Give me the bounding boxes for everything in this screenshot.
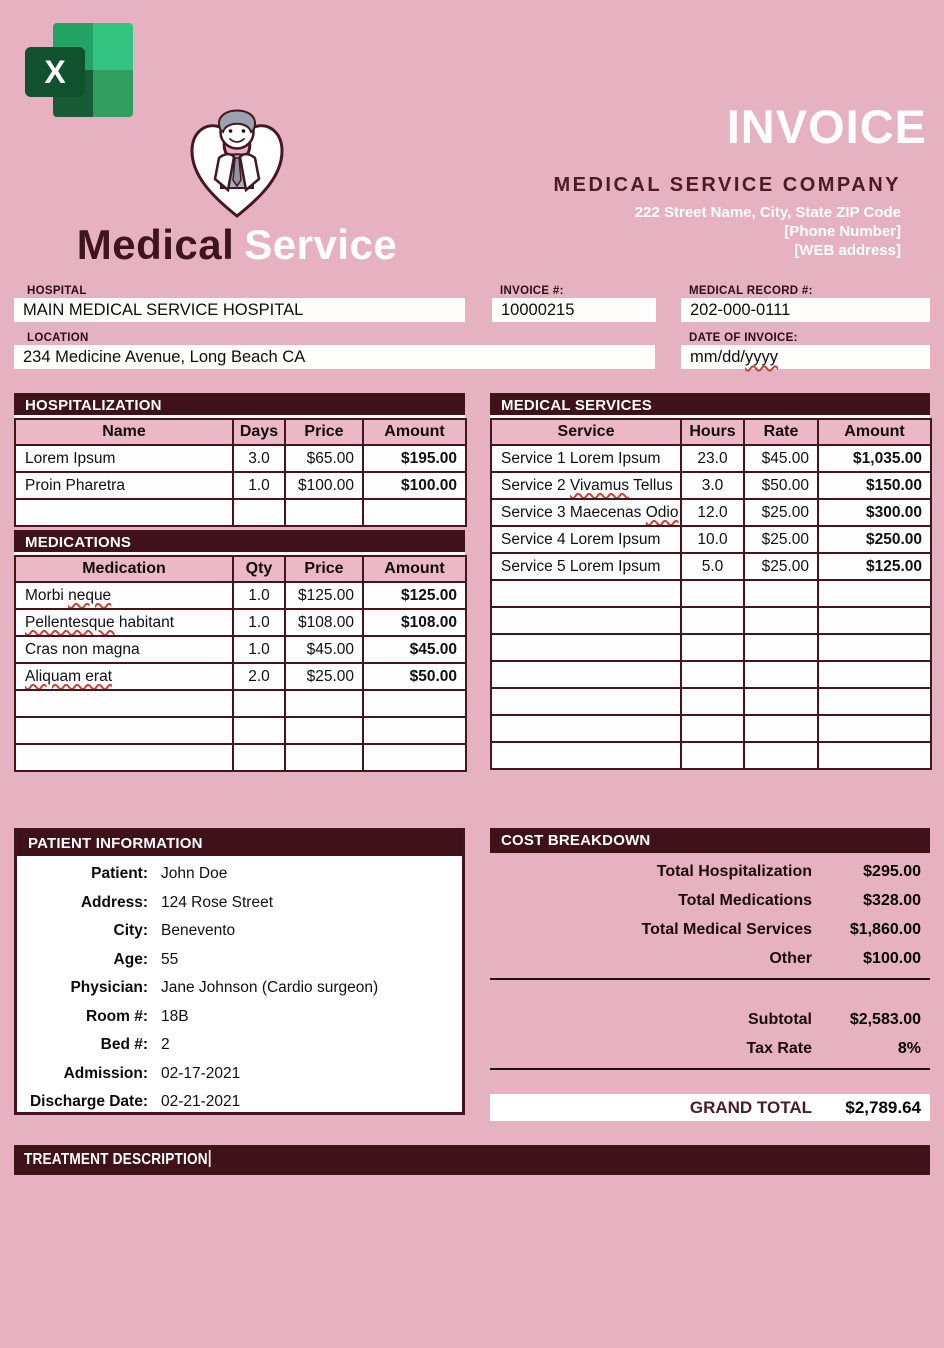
cost-row xyxy=(490,886,930,915)
col-header-service: Service xyxy=(491,419,681,445)
table-row-empty xyxy=(491,688,931,715)
cell-empty[interactable] xyxy=(285,690,363,717)
divider-line xyxy=(490,1068,930,1070)
date-text-misspelled: yyyy xyxy=(745,348,779,366)
cell-price[interactable]: $108.00 xyxy=(285,609,363,636)
table-header-row xyxy=(15,419,466,445)
row-value[interactable]: 02-21-2021 xyxy=(161,1093,241,1111)
cell-empty[interactable] xyxy=(744,607,818,634)
col-header-days: Days xyxy=(233,419,285,445)
medical-services-section xyxy=(490,393,930,770)
cell-name[interactable]: Lorem Ipsum xyxy=(15,445,233,472)
col-header-qty: Qty xyxy=(233,556,285,582)
cell-service[interactable] xyxy=(491,499,681,526)
row-label: Room #: xyxy=(86,1007,148,1025)
col-header-hours: Hours xyxy=(681,419,744,445)
row-value[interactable]: 18B xyxy=(161,1007,189,1025)
cell-amount[interactable]: $300.00 xyxy=(818,499,931,526)
cell-empty[interactable] xyxy=(285,744,363,771)
cost-row xyxy=(490,857,930,886)
treatment-description-title xyxy=(24,1145,210,1175)
medications-section-header: MEDICATIONS xyxy=(14,530,465,555)
patient-row xyxy=(17,1003,462,1032)
cell-empty[interactable] xyxy=(233,744,285,771)
subtotal-row xyxy=(490,1005,930,1034)
row-label: Bed #: xyxy=(100,1036,148,1054)
cell-name[interactable]: Proin Pharetra xyxy=(15,472,233,499)
text: Service 5 Lorem Ipsum xyxy=(501,557,661,575)
treatment-title-text: TREATMENT DESCRIPTION xyxy=(24,1151,208,1168)
cell-price[interactable]: $65.00 xyxy=(285,445,363,472)
patient-row xyxy=(17,860,462,889)
col-header-medication: Medication xyxy=(15,556,233,582)
cell-empty[interactable] xyxy=(818,580,931,607)
table-header-row xyxy=(15,556,466,582)
row-label: Admission: xyxy=(63,1064,148,1082)
cell-empty[interactable] xyxy=(744,580,818,607)
table-row xyxy=(15,609,466,636)
cell-empty[interactable] xyxy=(285,717,363,744)
table-row-empty xyxy=(491,742,931,769)
grand-total-label: GRAND TOTAL xyxy=(689,1097,812,1117)
cell-empty[interactable] xyxy=(233,717,285,744)
row-value[interactable]: 124 Rose Street xyxy=(161,893,274,911)
patient-row xyxy=(17,889,462,918)
cell-amount[interactable]: $150.00 xyxy=(818,472,931,499)
cell-rate[interactable]: $25.00 xyxy=(744,526,818,553)
row-label: Subtotal xyxy=(748,1010,812,1028)
cell-amount[interactable]: $125.00 xyxy=(363,582,466,609)
cell-empty[interactable] xyxy=(681,580,744,607)
hospitalization-table xyxy=(14,418,467,527)
cell-empty[interactable] xyxy=(744,715,818,742)
row-label: Tax Rate xyxy=(746,1039,812,1057)
text: Service 3 Maecenas xyxy=(501,503,646,521)
invoice-date-label: DATE OF INVOICE: xyxy=(689,332,798,344)
cell-amount[interactable]: $125.00 xyxy=(818,553,931,580)
row-label: Age: xyxy=(113,950,148,968)
cell-qty[interactable]: 1.0 xyxy=(233,582,285,609)
col-header-amount: Amount xyxy=(818,419,931,445)
cell-medication[interactable] xyxy=(15,609,233,636)
cell-amount[interactable]: $50.00 xyxy=(363,663,466,690)
text-misspelled: Odio xyxy=(645,503,679,521)
cell-empty[interactable] xyxy=(744,688,818,715)
cell-empty[interactable] xyxy=(285,499,363,526)
col-header-name: Name xyxy=(15,419,233,445)
divider-line xyxy=(490,978,930,980)
text: Service 4 Lorem Ipsum xyxy=(501,530,661,548)
cell-empty[interactable] xyxy=(491,715,681,742)
table-row xyxy=(491,445,931,472)
table-row-empty xyxy=(15,717,466,744)
col-header-price: Price xyxy=(285,419,363,445)
treatment-description-input[interactable] xyxy=(14,1145,930,1175)
excel-quadrant xyxy=(93,23,133,70)
cell-empty[interactable] xyxy=(744,634,818,661)
table-row xyxy=(491,526,931,553)
row-value: $100.00 xyxy=(863,949,921,967)
cell-medication[interactable] xyxy=(15,663,233,690)
company-phone-line: [Phone Number] xyxy=(784,223,901,240)
text-misspelled: Aliquam erat xyxy=(25,667,113,685)
cell-service[interactable] xyxy=(491,553,681,580)
table-row-empty xyxy=(491,715,931,742)
excel-x-letter: X xyxy=(25,47,85,97)
table-row xyxy=(491,472,931,499)
date-text: mm/dd/ xyxy=(690,348,746,366)
cell-empty[interactable] xyxy=(818,661,931,688)
brand-title-primary: Medical xyxy=(76,221,235,268)
cell-empty[interactable] xyxy=(233,499,285,526)
tax-rate-row xyxy=(490,1034,930,1063)
cell-price[interactable]: $100.00 xyxy=(285,472,363,499)
row-label: Total Medical Services xyxy=(641,920,812,938)
cell-price[interactable]: $45.00 xyxy=(285,636,363,663)
cell-empty[interactable] xyxy=(681,634,744,661)
table-row-empty xyxy=(491,607,931,634)
cell-empty[interactable] xyxy=(681,607,744,634)
cell-amount[interactable]: $1,035.00 xyxy=(818,445,931,472)
cell-empty[interactable] xyxy=(818,715,931,742)
cell-hours[interactable]: 10.0 xyxy=(681,526,744,553)
brand-title-secondary: Service xyxy=(244,221,398,268)
row-value[interactable]: 8% xyxy=(897,1039,921,1057)
cell-empty[interactable] xyxy=(818,634,931,661)
hospital-label: HOSPITAL xyxy=(27,285,87,297)
text-misspelled: neque xyxy=(68,586,112,604)
medical-record-label: MEDICAL RECORD #: xyxy=(689,285,813,297)
company-address-block xyxy=(635,203,901,260)
cell-rate[interactable]: $25.00 xyxy=(744,553,818,580)
text: Service 2 xyxy=(501,476,570,494)
cell-hours[interactable]: 5.0 xyxy=(681,553,744,580)
cell-empty[interactable] xyxy=(744,661,818,688)
row-value[interactable]: 02-17-2021 xyxy=(161,1064,241,1082)
company-address-line: 222 Street Name, City, State ZIP Code xyxy=(634,204,901,221)
table-row-empty xyxy=(491,661,931,688)
invoice-title: INVOICE xyxy=(726,100,927,153)
cell-price[interactable]: $25.00 xyxy=(285,663,363,690)
cell-empty[interactable] xyxy=(818,742,931,769)
cell-empty[interactable] xyxy=(744,742,818,769)
medical-services-section-header: MEDICAL SERVICES xyxy=(490,393,930,418)
medications-section xyxy=(14,530,465,772)
cost-breakdown-header: COST BREAKDOWN xyxy=(490,828,930,853)
text-misspelled: Vivamus xyxy=(569,476,630,494)
invoice-number-label: INVOICE #: xyxy=(500,285,564,297)
cell-medication[interactable] xyxy=(15,582,233,609)
cell-empty[interactable] xyxy=(491,688,681,715)
table-row-empty xyxy=(15,744,466,771)
left-tables-column xyxy=(14,393,465,772)
cell-empty[interactable] xyxy=(15,690,233,717)
cost-rows xyxy=(490,853,930,973)
company-name: MEDICAL SERVICE COMPANY xyxy=(553,174,901,196)
table-row xyxy=(15,445,466,472)
row-value[interactable]: 2 xyxy=(161,1036,170,1054)
text: Morbi xyxy=(25,586,69,604)
cell-service[interactable] xyxy=(491,472,681,499)
cost-row xyxy=(490,915,930,944)
cell-price[interactable]: $125.00 xyxy=(285,582,363,609)
patient-row xyxy=(17,974,462,1003)
patient-information-header: PATIENT INFORMATION xyxy=(17,831,462,856)
cell-empty[interactable] xyxy=(681,742,744,769)
cell-empty[interactable] xyxy=(818,688,931,715)
patient-rows xyxy=(17,856,462,1117)
grand-total-bar xyxy=(490,1094,930,1121)
col-header-rate: Rate xyxy=(744,419,818,445)
patient-information-section xyxy=(14,828,465,1115)
cell-empty[interactable] xyxy=(15,744,233,771)
text: Service 1 Lorem Ipsum xyxy=(501,449,661,467)
table-row xyxy=(15,663,466,690)
patient-row xyxy=(17,1060,462,1089)
table-row-empty xyxy=(15,690,466,717)
cell-amount[interactable]: $195.00 xyxy=(363,445,466,472)
cell-hours[interactable]: 23.0 xyxy=(681,445,744,472)
row-value: $1,860.00 xyxy=(849,920,921,938)
cell-qty[interactable]: 1.0 xyxy=(233,636,285,663)
hospital-input[interactable]: MAIN MEDICAL SERVICE HOSPITAL xyxy=(14,298,465,322)
cell-qty[interactable]: 1.0 xyxy=(233,609,285,636)
hospitalization-section-header: HOSPITALIZATION xyxy=(14,393,465,418)
row-label: Other xyxy=(769,949,812,967)
cell-hours[interactable]: 12.0 xyxy=(681,499,744,526)
row-value: $328.00 xyxy=(863,891,921,909)
cell-empty[interactable] xyxy=(491,742,681,769)
cell-empty[interactable] xyxy=(491,634,681,661)
cell-service[interactable] xyxy=(491,526,681,553)
table-row-empty xyxy=(15,499,466,526)
medications-table xyxy=(14,555,467,772)
col-header-price: Price xyxy=(285,556,363,582)
row-label: Total Hospitalization xyxy=(656,862,812,880)
patient-row xyxy=(17,917,462,946)
col-header-amount: Amount xyxy=(363,556,466,582)
row-label: Patient: xyxy=(91,865,148,883)
cell-rate[interactable]: $45.00 xyxy=(744,445,818,472)
text: habitant xyxy=(114,613,175,631)
cell-amount[interactable]: $108.00 xyxy=(363,609,466,636)
cell-empty[interactable] xyxy=(363,717,466,744)
cell-empty[interactable] xyxy=(233,690,285,717)
company-web-line: [WEB address] xyxy=(794,242,901,259)
row-label: Discharge Date: xyxy=(29,1093,148,1111)
cell-qty[interactable]: 2.0 xyxy=(233,663,285,690)
cell-empty[interactable] xyxy=(818,607,931,634)
patient-row xyxy=(17,946,462,975)
cell-empty[interactable] xyxy=(681,661,744,688)
cell-medication[interactable] xyxy=(15,636,233,663)
cell-hours[interactable]: 3.0 xyxy=(681,472,744,499)
row-value: $2,583.00 xyxy=(849,1010,921,1028)
subtotal-rows xyxy=(490,1005,930,1063)
row-value[interactable]: Benevento xyxy=(161,922,236,940)
cell-empty[interactable] xyxy=(15,717,233,744)
table-row-empty xyxy=(491,580,931,607)
brand-title xyxy=(0,221,474,269)
cell-empty[interactable] xyxy=(491,661,681,688)
text-cursor xyxy=(209,1150,211,1167)
cell-amount[interactable]: $100.00 xyxy=(363,472,466,499)
cell-service[interactable] xyxy=(491,445,681,472)
row-value[interactable]: Jane Johnson (Cardio surgeon) xyxy=(161,979,379,997)
cell-empty[interactable] xyxy=(363,690,466,717)
row-label: Address: xyxy=(80,893,148,911)
table-row xyxy=(15,582,466,609)
cell-amount[interactable]: $250.00 xyxy=(818,526,931,553)
doctor-heart-logo-icon xyxy=(181,96,293,222)
cell-empty[interactable] xyxy=(363,744,466,771)
location-label: LOCATION xyxy=(27,332,89,344)
cell-empty[interactable] xyxy=(491,580,681,607)
grand-total-value: $2,789.64 xyxy=(845,1097,921,1117)
text: Cras non magna xyxy=(25,640,140,658)
col-header-amount: Amount xyxy=(363,419,466,445)
table-row xyxy=(491,499,931,526)
row-value[interactable]: 55 xyxy=(161,950,179,968)
cell-empty[interactable] xyxy=(681,715,744,742)
row-label: Physician: xyxy=(70,979,148,997)
cell-amount[interactable]: $45.00 xyxy=(363,636,466,663)
invoice-date-input[interactable] xyxy=(681,345,930,369)
table-row xyxy=(15,472,466,499)
medical-services-table xyxy=(490,418,932,770)
cell-days[interactable]: 1.0 xyxy=(233,472,285,499)
invoice-number-input[interactable]: 10000215 xyxy=(492,298,656,322)
text-misspelled: Pellentesque xyxy=(25,613,115,631)
cost-breakdown-section xyxy=(490,828,930,1121)
row-value[interactable]: John Doe xyxy=(161,865,228,883)
cell-rate[interactable]: $25.00 xyxy=(744,499,818,526)
cell-empty[interactable] xyxy=(681,688,744,715)
excel-quadrant xyxy=(93,70,133,117)
text: Tellus xyxy=(629,476,673,494)
row-value: $295.00 xyxy=(863,862,921,880)
cell-empty[interactable] xyxy=(491,607,681,634)
cell-empty[interactable] xyxy=(15,499,233,526)
excel-logo-icon xyxy=(25,23,133,118)
patient-row xyxy=(17,1031,462,1060)
table-row xyxy=(15,636,466,663)
table-header-row xyxy=(491,419,931,445)
location-input[interactable]: 234 Medicine Avenue, Long Beach CA xyxy=(14,345,655,369)
table-row-empty xyxy=(491,634,931,661)
row-label: City: xyxy=(113,922,148,940)
patient-row xyxy=(17,1088,462,1117)
cell-days[interactable]: 3.0 xyxy=(233,445,285,472)
row-label: Total Medications xyxy=(678,891,812,909)
cost-row xyxy=(490,944,930,973)
cell-empty[interactable] xyxy=(363,499,466,526)
medical-record-input[interactable]: 202-000-0111 xyxy=(681,298,930,322)
table-row xyxy=(491,553,931,580)
cell-rate[interactable]: $50.00 xyxy=(744,472,818,499)
